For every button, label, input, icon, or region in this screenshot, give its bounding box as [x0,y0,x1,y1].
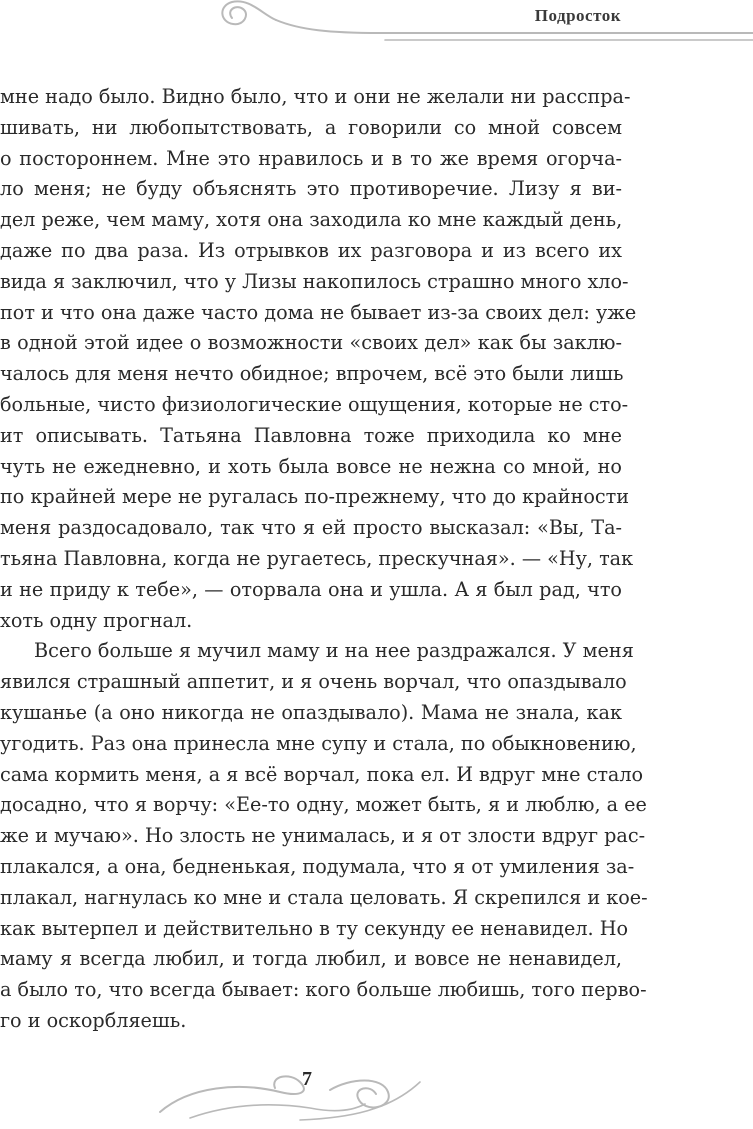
text-line: плакал, нагнулась ко мне и стала целовать. Я скрепился и кое- [0,885,648,909]
text-line: кушанье (а оно никогда не опаздывало). Мама не знала, как [0,700,622,724]
text-line: тьяна Павловна, когда не ругаетесь, прескучная». — «Ну, так [0,546,634,570]
text-line: же и мучаю». Но злость не унималась, и я от злости вдруг рас- [0,824,646,848]
text-line: меня раздосадовало, так что я ей просто высказал: «Вы, Та- [0,516,622,540]
header-flourish-ornament [0,0,753,60]
text-line: больные, чисто физиологические ощущения, которые не сто- [0,392,629,416]
text-line: о постороннем. Мне это нравилось и в то же время огорча- [0,146,622,170]
text-line: пот и что она даже часто дома не бывает из-за своих дел: уже [0,300,637,324]
text-line: явился страшный аппетит, и я очень ворчал, что опаздывало [0,670,627,694]
text-line: угодить. Раз она принесла мне супу и стала, по обыкновению, [0,731,637,755]
text-line: даже по два раза. Из отрывков их разговора и из всего их [0,238,622,262]
text-line: го и оскорбляешь. [0,1008,187,1032]
text-line: и не приду к тебе», — оторвала она и ушла. А я был рад, что [0,577,622,601]
text-line: а было то, что всегда бывает: кого больше любишь, того перво- [0,978,647,1002]
text-line: плакался, а она, бедненькая, подумала, что я от умиления за- [0,854,635,878]
text-line: вида я заключил, что у Лизы накопилось страшно много хло- [0,269,629,293]
text-line: хоть одну прогнал. [0,608,193,632]
running-header [0,0,753,60]
text-line: ит описывать. Татьяна Павловна тоже приходила ко мне [0,423,622,447]
paragraph-1 [0,82,637,636]
paragraph-2 [0,636,648,1036]
text-line: шивать, ни любопытствовать, а говорили со мной совсем [0,115,622,139]
text-line: Всего больше я мучил маму и на нее раздражался. У меня [34,639,634,663]
text-line: маму я всегда любил, и тогда любил, и вовсе не ненавидел, [0,947,622,971]
text-line: чалось для меня нечто обидное; впрочем, всё это были лишь [0,362,624,386]
page-number: 7 [302,1068,312,1090]
text-line: дел реже, чем маму, хотя она заходила ко мне каждый день, [0,208,623,232]
text-line: в одной этой идее о возможности «своих дел» как бы заклю- [0,331,622,355]
text-line: по крайней мере не ругалась по-прежнему, что до крайности [0,485,630,509]
text-line: сама кормить меня, а я всё ворчал, пока ел. И вдруг мне стало [0,762,644,786]
text-line: мне надо было. Видно было, что и они не желали ни расспра- [0,85,631,108]
page-body [0,82,648,1037]
text-line: досадно, что я ворчу: «Ее-то одну, может быть, я и люблю, а ее [0,793,647,817]
text-line: ло меня; не буду объяснять это противоречие. Лизу я ви- [0,177,622,201]
text-line: как вытерпел и действительно в ту секунду ее ненавидел. Но [0,916,629,940]
text-line: чуть не ежедневно, и хоть была вовсе не нежна со мной, но [0,454,622,478]
running-title: Подросток [534,6,621,25]
